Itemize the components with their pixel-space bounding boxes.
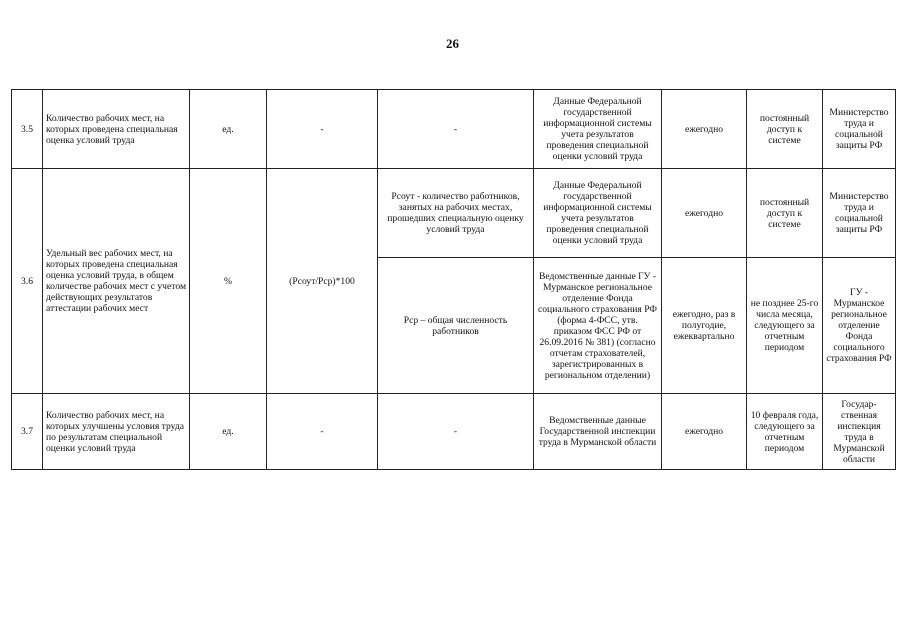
responsible-cell: Министерство труда и социальной защиты РФ xyxy=(823,169,896,258)
periodicity-cell: ежегодно, раз в полугодие, ежеквартально xyxy=(662,258,747,394)
periodicity-cell: ежегодно xyxy=(662,394,747,470)
component-cell: Рсоут - количество работников, занятых на рабочих местах, прошедших специальную оценку условий труда xyxy=(378,169,534,258)
indicator-name: Количество рабочих мест, на которых проведена специальная оценка условий труда xyxy=(43,90,190,169)
source-cell: Данные Федеральной государственной информационной системы учета результатов проведения специальной оценки условий труда xyxy=(534,169,662,258)
unit-cell: ед. xyxy=(190,90,267,169)
row-number: 3.5 xyxy=(12,90,43,169)
responsible-cell: Государ-ственная инспекция труда в Мурманской области xyxy=(823,394,896,470)
responsible-cell: Министерство труда и социальной защиты РФ xyxy=(823,90,896,169)
row-number: 3.7 xyxy=(12,394,43,470)
table-row xyxy=(12,169,896,258)
formula-cell: - xyxy=(267,394,378,470)
component-cell: - xyxy=(378,90,534,169)
periodicity-cell: ежегодно xyxy=(662,90,747,169)
periodicity-cell: ежегодно xyxy=(662,169,747,258)
deadline-cell: не позднее 25-го числа месяца, следующего за отчетным периодом xyxy=(747,258,823,394)
page-number: 26 xyxy=(446,36,459,51)
component-cell: - xyxy=(378,394,534,470)
indicator-name: Удельный вес рабочих мест, на которых проведена специальная оценка условий труда, в общем количестве рабочих мест с учетом действующих результатов аттестации рабочих мест xyxy=(43,169,190,394)
source-cell: Данные Федеральной государственной информационной системы учета результатов проведения специальной оценки условий труда xyxy=(534,90,662,169)
formula-cell: (Рсоут/Рср)*100 xyxy=(267,169,378,394)
responsible-cell: ГУ - Мурманское региональное отделение Фонда социального страхования РФ xyxy=(823,258,896,394)
deadline-cell: 10 февраля года, следующего за отчетным периодом xyxy=(747,394,823,470)
deadline-cell: постоянный доступ к системе xyxy=(747,90,823,169)
table-row xyxy=(12,394,896,470)
row-number: 3.6 xyxy=(12,169,43,394)
unit-cell: ед. xyxy=(190,394,267,470)
source-cell: Ведомственные данные Государственной инспекции труда в Мурманской области xyxy=(534,394,662,470)
table-row xyxy=(12,90,896,169)
component-cell: Рср – общая численность работников xyxy=(378,258,534,394)
indicators-table xyxy=(11,89,896,470)
source-cell: Ведомственные данные ГУ - Мурманское региональное отделение Фонда социального страхования РФ (форма 4-ФСС, утв. приказом ФСС РФ от 26.09.2016 № 381) (согласно отчетам страхователей, зарегистрированных в региональном отделении) xyxy=(534,258,662,394)
unit-cell: % xyxy=(190,169,267,394)
deadline-cell: постоянный доступ к системе xyxy=(747,169,823,258)
indicator-name: Количество рабочих мест, на которых улучшены условия труда по результатам специальной оценки условий труда xyxy=(43,394,190,470)
formula-cell: - xyxy=(267,90,378,169)
